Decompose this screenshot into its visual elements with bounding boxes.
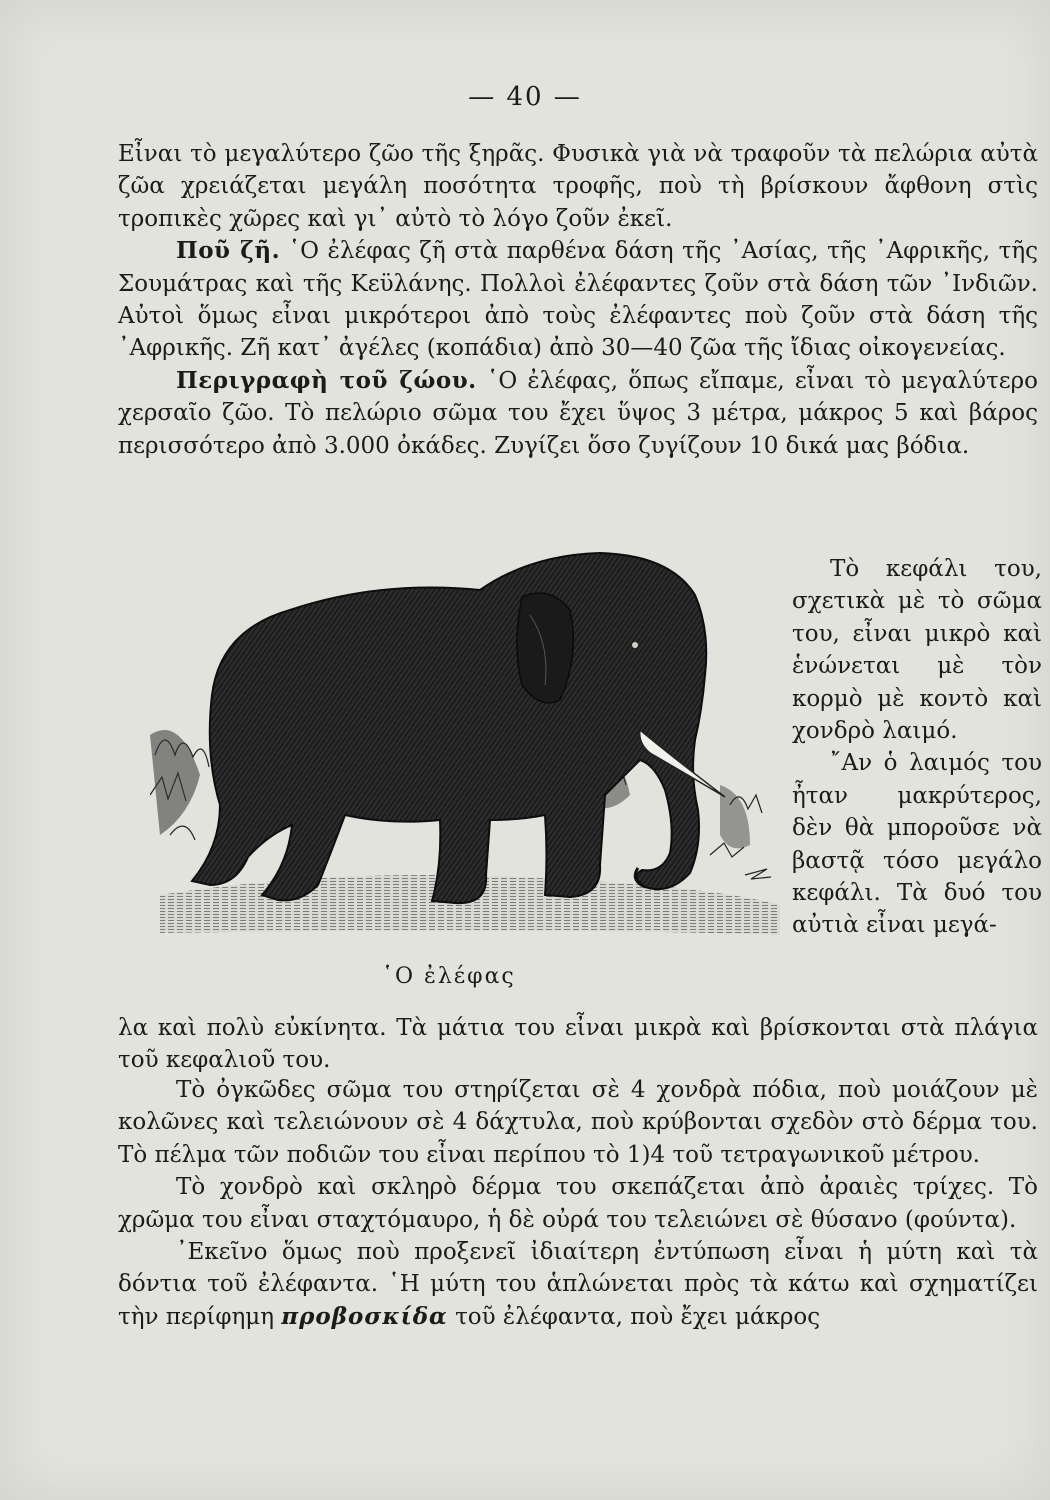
continuation-paragraph: λα καὶ πολὺ εὐκίνητα. Τὰ μάτια του εἶναι μικρὰ καὶ βρίσκονται στὰ πλάγια τοῦ κεφαλιοῦ του.: [118, 1015, 1038, 1074]
intro-paragraph: Εἶναι τὸ μεγαλύτερο ζῶο τῆς ξηρᾶς. Φυσικὰ γιὰ νὰ τραφοῦν τὰ πελώρια αὐτὰ ζῶα χρειάζεται μεγάλη ποσότητα τροφῆς, ποὺ τὴ βρίσκουν ἄφθονη στὶς τροπικὲς χῶρες καὶ γι᾿ αὐτὸ τὸ λόγο ζοῦν ἐκεῖ.: [118, 141, 1038, 232]
side-paragraph-neck: ῎Αν ὁ λαιμός του ἦταν μακρύτερος, δὲν θὰ μποροῦσε νὰ βαστᾷ τόσο μεγάλο κεφάλι. Τὰ δυό του αὐτιὰ εἶναι μεγά-: [792, 750, 1042, 939]
continuation-block: [118, 1012, 1038, 1077]
description-paragraph: [118, 365, 1038, 462]
habitat-paragraph: [118, 235, 1038, 365]
elephant-engraving-icon: [150, 535, 785, 955]
top-text-block: [118, 138, 1038, 462]
trunk-text-start: ᾿Εκεῖνο ὅμως ποὺ προξενεῖ ἰδιαίτερη ἐντύπωση εἶναι ἡ μύτη καὶ τὰ δόντια τοῦ ἐλέφαντα. ῾Η μύτη του ἁπλώνεται πρὸς τὰ κάτω καὶ σχηματίζει τὴν περίφημη: [118, 1239, 1038, 1330]
skin-paragraph: Τὸ χονδρὸ καὶ σκληρὸ δέρμα του σκεπάζεται ἀπὸ ἀραιὲς τρίχες. Τὸ χρῶμα του εἶναι σταχτόμαυρο, ἡ δὲ οὐρά του τελειώνει σὲ θύσανο (φούντα).: [118, 1174, 1038, 1233]
habitat-heading: Ποῦ ζῆ.: [176, 237, 281, 265]
side-column: [792, 553, 1042, 942]
trunk-text-end: τοῦ ἐλέφαντα, ποὺ ἔχει μάκρος: [455, 1303, 821, 1330]
trunk-paragraph: [118, 1236, 1038, 1333]
trunk-keyword: προβοσκίδα: [281, 1302, 448, 1330]
habitat-text: ῾Ο ἐλέφας ζῆ στὰ παρθένα δάση τῆς ᾿Ασίας, τῆς ᾿Αφρικῆς, τῆς Σουμάτρας καὶ τῆς Κεϋλάνης. Πολλοὶ ἐλέφαντες ζοῦν στὰ δάση τῶν ᾿Ινδιῶν. Αὐτοὶ ὅμως εἶναι μικρότεροι ἀπὸ τοὺς ἐλέφαντες ποὺ ζοῦν στὰ δάση τῆς ᾿Αφρικῆς. Ζῆ κατ᾿ ἀγέλες (κοπάδια) ἀπὸ 30—40 ζῶα τῆς ἴδιας οἰκογενείας.: [118, 238, 1039, 362]
elephant-illustration: [150, 535, 785, 955]
legs-paragraph: Τὸ ὀγκῶδες σῶμα του στηρίζεται σὲ 4 χονδρὰ πόδια, ποὺ μοιάζουν μὲ κολῶνες καὶ τελειώνουν σὲ 4 δάχτυλα, ποὺ κρύβονται σχεδὸν στὸ δέρμα του. Τὸ πέλμα τῶν ποδιῶν του εἶναι περίπου τὸ 1)4 τοῦ τετραγωνικοῦ μέτρου.: [118, 1077, 1038, 1168]
description-text: ῾Ο ἐλέφας, ὅπως εἴπαμε, εἶναι τὸ μεγαλύτερο χερσαῖο ζῶο. Τὸ πελώριο σῶμα του ἔχει ὕψος 3 μέτρα, μάκρος 5 καὶ βάρος περισσότερο ἀπὸ 3.000 ὀκάδες. Ζυγίζει ὅσο ζυγίζουν 10 δικά μας βόδια.: [118, 367, 1038, 459]
figure-caption: ῾Ο ἐλέφας: [382, 964, 516, 989]
description-heading: Περιγραφὴ τοῦ ζώου.: [176, 366, 477, 394]
page-number: — 40 —: [468, 82, 582, 112]
bottom-text-block: [118, 1074, 1038, 1333]
side-paragraph-head: Τὸ κεφάλι του, σχετικὰ μὲ τὸ σῶμα του, εἶναι μικρὸ καὶ ἑνώνεται μὲ τὸν κορμὸ μὲ κοντὸ καὶ χονδρὸ λαιμό.: [792, 556, 1042, 745]
